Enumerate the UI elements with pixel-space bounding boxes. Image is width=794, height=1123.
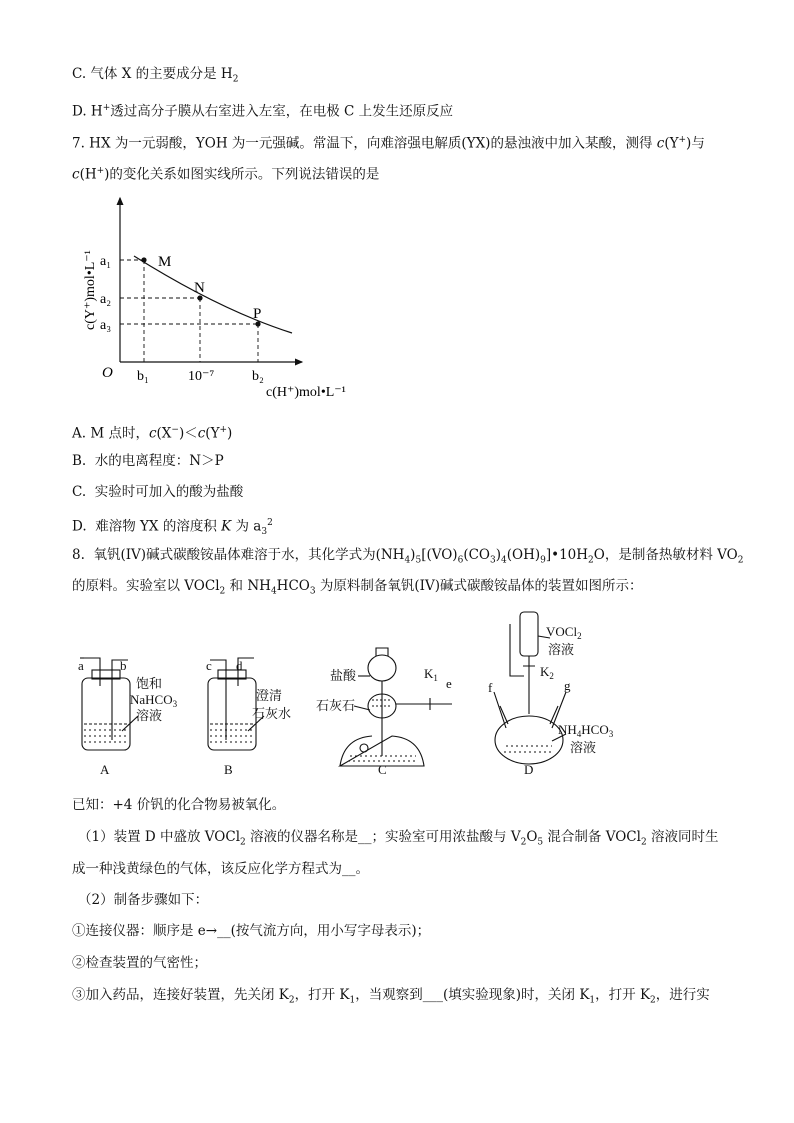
label-m: M — [158, 254, 172, 270]
label-c: C — [378, 762, 387, 777]
part-2: （2）制备步骤如下： — [78, 892, 209, 908]
ytick-a3: a₃ — [100, 318, 112, 333]
xtick-b1: b₁ — [137, 369, 149, 384]
label-d: D — [524, 762, 534, 777]
solubility-graph — [80, 190, 380, 415]
option-d-prev: D. H+透过高分子膜从右室进入左室，在电极 C 上发生还原反应 — [72, 103, 454, 120]
xtick-1e-7: 10⁻⁷ — [188, 369, 215, 384]
option-c: C. 实验时可加入的酸为盐酸 — [72, 484, 244, 500]
label-p: P — [253, 306, 262, 322]
liquid-a-3: 溶液 — [136, 708, 163, 723]
option-d: D. 难溶物 YX 的溶度积 K 为 $a_3^2$ — [72, 518, 273, 538]
option-b: B. 水的电离程度：N＞P — [72, 453, 224, 469]
kipp-generator-c — [340, 648, 452, 766]
origin-label: O — [102, 365, 113, 381]
tube-f: f — [488, 680, 493, 695]
label-a: A — [100, 762, 110, 777]
known-info: 已知：+4 价钒的化合物易被氧化。 — [72, 797, 286, 813]
question-8-line1: 8. 氧钒(IV)碱式碳酸铵晶体难溶于水，其化学式为$(NH_4)_5[(VO)_6(CO_3)_4(OH)_9]•10H_2O$，是制备热敏材料 $VO_2$ — [72, 547, 744, 566]
liquid-d-1: $NH_4HCO_3$ — [558, 722, 614, 739]
liquid-b-2: 石灰水 — [252, 706, 292, 721]
valve-k1: $K_1$ — [424, 666, 438, 683]
point-m — [141, 257, 146, 262]
apparatus-figure — [60, 606, 700, 786]
ytick-a2: a₂ — [100, 292, 112, 307]
funnel-label-2: 溶液 — [548, 642, 575, 657]
outlet-e: e — [446, 676, 452, 691]
step-1: ①连接仪器：顺序是 e→__(按气流方向，用小写字母表示)； — [72, 923, 431, 939]
point-p — [255, 321, 260, 326]
tube-c: c — [206, 658, 212, 673]
liquid-a-1: 饱和 — [136, 676, 163, 691]
part-1-line1: （1）装置 D 中盛放 VOCl$_2$ 溶液的仪器名称是__；实验室可用浓盐酸与 $V_2O_5$ 混合制备 VOCl$_2$ 溶液同时生 — [78, 829, 719, 848]
question-7-line2: c(H+)的变化关系如图实线所示。下列说法错误的是 — [72, 166, 380, 183]
point-n — [197, 295, 202, 300]
ytick-a1: a₁ — [100, 254, 112, 269]
option-a: A. M 点时，c(X−)＜c(Y+) — [72, 425, 233, 442]
tube-d: d — [236, 658, 243, 673]
question-8-line2: 的原料。实验室以 VOCl$_2$ 和 $NH_4HCO_3$ 为原料制备氧钒(IV)碱式碳酸铵晶体的装置如图所示： — [72, 578, 643, 597]
valve-k2: $K_2$ — [540, 664, 554, 681]
tube-a: a — [78, 658, 84, 673]
solid-label: 石灰石 — [316, 698, 356, 713]
part-1-line2: 成一种浅黄绿色的气体，该反应化学方程式为__。 — [72, 861, 369, 877]
label-n: N — [194, 280, 205, 296]
option-c-prev: C. 气体 X 的主要成分是 $H_2$ — [72, 66, 239, 85]
tube-b: b — [120, 658, 127, 673]
liquid-a-2: NaHCO$_3$ — [130, 692, 178, 709]
xtick-b2: b₂ — [252, 369, 264, 384]
acid-label: 盐酸 — [330, 668, 357, 683]
step-2: ②检查装置的气密性； — [72, 955, 207, 971]
step-3: ③加入药品，连接好装置，先关闭 $K_2$，打开 $K_1$，当观察到___(填实验现象)时，关闭 $K_1$，打开 $K_2$，进行实 — [72, 987, 710, 1006]
tube-g: g — [564, 678, 571, 693]
x-axis-label: c(H⁺)mol•L⁻¹ — [266, 385, 346, 400]
liquid-b-1: 澄清 — [256, 688, 283, 703]
label-b: B — [224, 762, 233, 777]
y-axis-label: c(Y⁺)mol•L⁻¹ — [83, 250, 98, 330]
liquid-d-2: 溶液 — [570, 740, 597, 755]
question-7-line1: 7. HX 为一元弱酸，YOH 为一元强碱。常温下，向难溶强电解质(YX)的悬浊液中加入某酸，测得 c(Y+)与 — [72, 135, 705, 152]
funnel-label-1: VOCl$_2$ — [546, 624, 582, 641]
